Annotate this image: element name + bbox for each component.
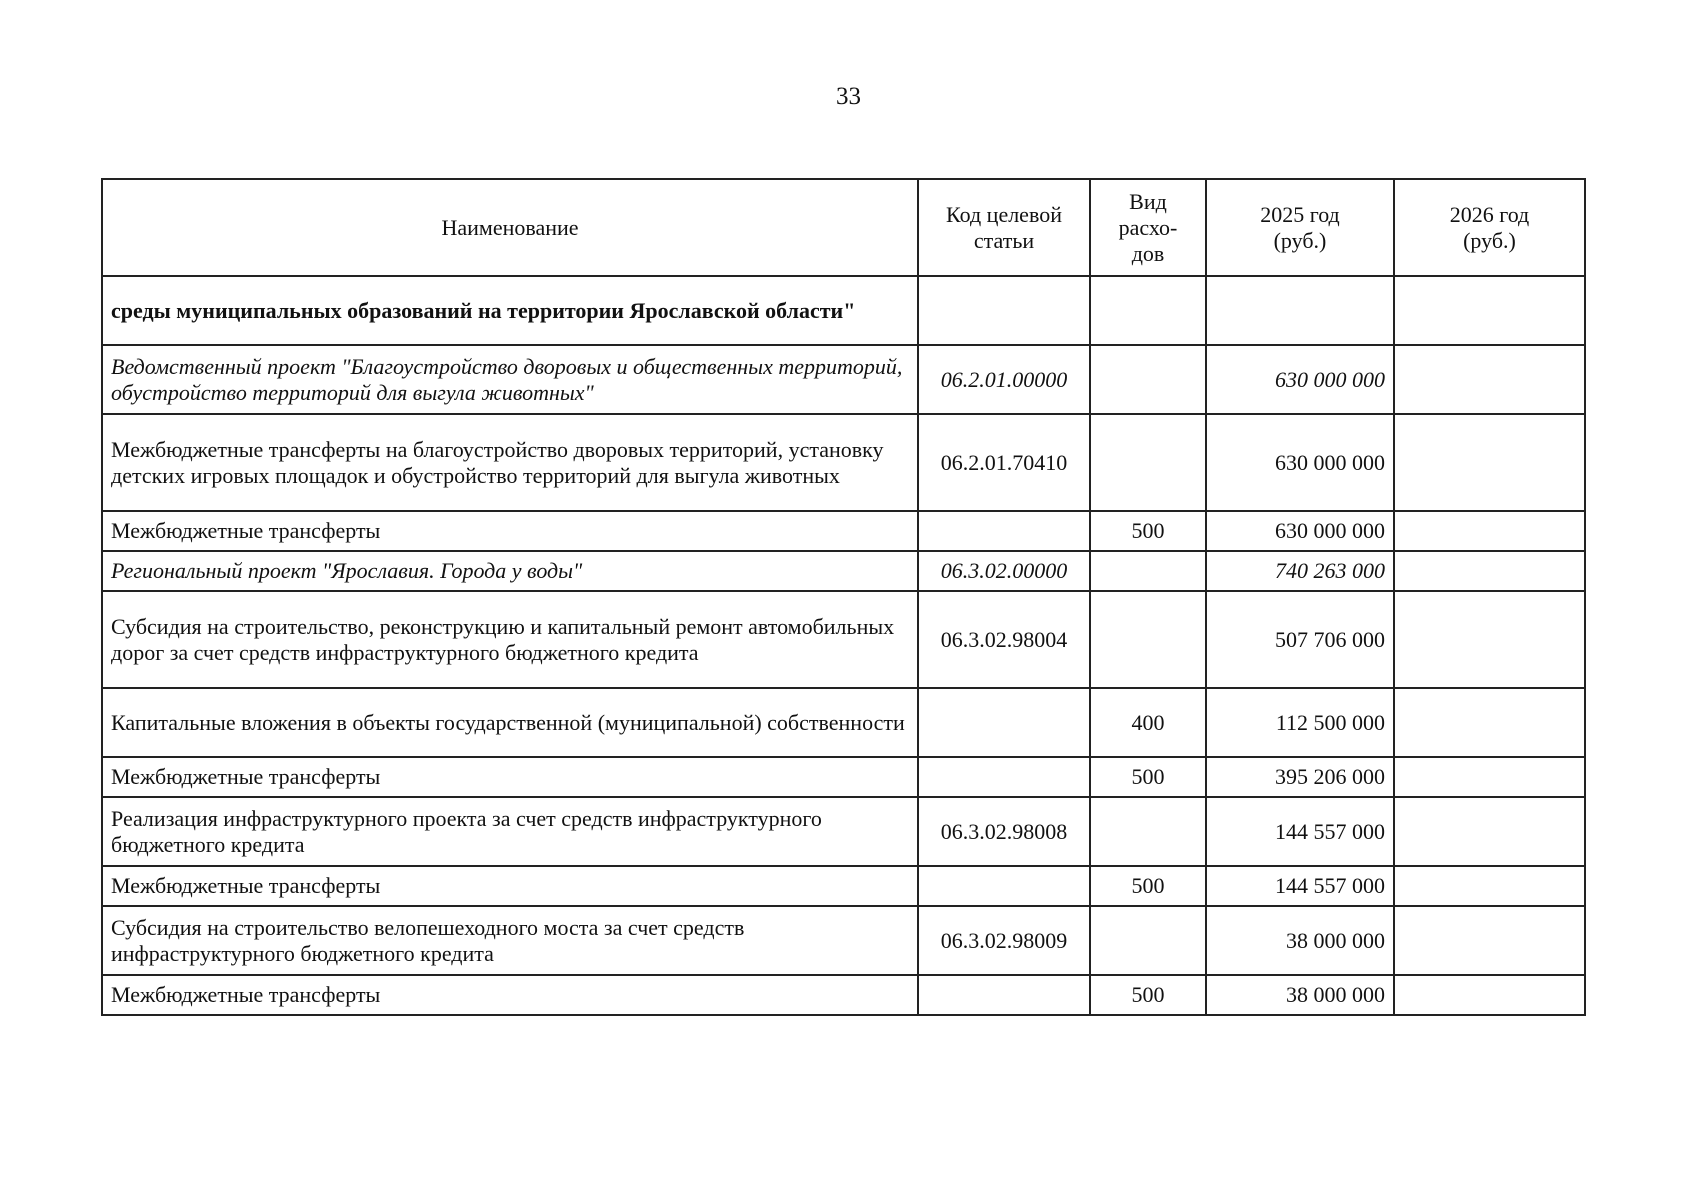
cell-kind: 500 [1090,757,1206,797]
cell-kind: 500 [1090,511,1206,551]
cell-2025: 507 706 000 [1206,591,1394,688]
header-kind-line3: дов [1131,240,1165,266]
table-row [102,975,1585,1015]
cell-name: Межбюджетные трансферты [102,757,918,797]
page-number: 33 [836,83,861,110]
cell-2026 [1394,591,1585,688]
cell-name: Межбюджетные трансферты [102,866,918,906]
cell-name: среды муниципальных образований на территории Ярославской области" [102,276,918,345]
cell-2025: 38 000 000 [1206,906,1394,975]
cell-2025 [1206,276,1394,345]
cell-2026 [1394,797,1585,866]
header-code [918,179,1090,276]
cell-name: Субсидия на строительство велопешеходного моста за счет средств инфраструктурного бюджетного кредита [102,906,918,975]
cell-2026 [1394,551,1585,591]
cell-2026 [1394,688,1585,757]
cell-2025: 740 263 000 [1206,551,1394,591]
cell-kind [1090,906,1206,975]
cell-kind [1090,591,1206,688]
table-row [102,276,1585,345]
cell-code [918,757,1090,797]
header-code-line2: статьи [973,227,1035,253]
cell-kind [1090,345,1206,414]
table-row [102,797,1585,866]
cell-2026 [1394,511,1585,551]
header-name-text: Наименование [441,214,579,240]
cell-2026 [1394,345,1585,414]
cell-2026 [1394,276,1585,345]
header-kind-line2: расхо- [1118,214,1178,240]
header-2025 [1206,179,1394,276]
cell-2026 [1394,866,1585,906]
cell-2026 [1394,757,1585,797]
table-body [102,276,1585,1015]
cell-name: Межбюджетные трансферты [102,511,918,551]
table-row [102,591,1585,688]
cell-code [918,688,1090,757]
header-kind [1090,179,1206,276]
cell-kind [1090,276,1206,345]
cell-2026 [1394,414,1585,511]
cell-name: Региональный проект "Ярославия. Города у воды" [102,551,918,591]
header-name [102,179,918,276]
cell-code: 06.3.02.00000 [918,551,1090,591]
cell-2025: 630 000 000 [1206,414,1394,511]
table-row [102,906,1585,975]
table-row [102,414,1585,511]
cell-kind [1090,551,1206,591]
cell-2025: 630 000 000 [1206,345,1394,414]
cell-2025: 112 500 000 [1206,688,1394,757]
header-2025-line2: (руб.) [1273,227,1327,253]
cell-2025: 395 206 000 [1206,757,1394,797]
cell-name: Реализация инфраструктурного проекта за счет средств инфраструктурного бюджетного кредита [102,797,918,866]
cell-name: Межбюджетные трансферты [102,975,918,1015]
cell-code [918,511,1090,551]
table-row [102,511,1585,551]
table-row [102,866,1585,906]
budget-table [101,178,1586,1016]
header-2026 [1394,179,1585,276]
cell-name: Межбюджетные трансферты на благоустройство дворовых территорий, установку детских игровых площадок и обустройство территорий для выгула животных [102,414,918,511]
cell-kind [1090,797,1206,866]
header-2026-line1: 2026 год [1449,201,1530,227]
cell-code: 06.3.02.98008 [918,797,1090,866]
cell-2025: 38 000 000 [1206,975,1394,1015]
table-header [102,179,1585,276]
header-code-line1: Код целевой [946,201,1062,227]
cell-name: Субсидия на строительство, реконструкцию и капитальный ремонт автомобильных дорог за счет средств инфраструктурного бюджетного кредита [102,591,918,688]
cell-2026 [1394,975,1585,1015]
header-kind-line1: Вид [1129,188,1167,214]
cell-code: 06.3.02.98004 [918,591,1090,688]
cell-code [918,276,1090,345]
header-row [102,179,1585,276]
table-row [102,688,1585,757]
cell-kind: 400 [1090,688,1206,757]
cell-code: 06.2.01.70410 [918,414,1090,511]
cell-kind: 500 [1090,866,1206,906]
cell-code [918,975,1090,1015]
cell-name: Капитальные вложения в объекты государственной (муниципальной) собственности [102,688,918,757]
header-2026-line2: (руб.) [1463,227,1516,253]
header-2025-line1: 2025 год [1260,201,1340,227]
cell-code: 06.3.02.98009 [918,906,1090,975]
cell-code [918,866,1090,906]
table-row [102,551,1585,591]
cell-name: Ведомственный проект "Благоустройство дворовых и общественных территорий, обустройство территорий для выгула животных" [102,345,918,414]
cell-kind [1090,414,1206,511]
table-row [102,757,1585,797]
cell-kind: 500 [1090,975,1206,1015]
cell-2025: 630 000 000 [1206,511,1394,551]
cell-2025: 144 557 000 [1206,866,1394,906]
cell-2025: 144 557 000 [1206,797,1394,866]
table-row [102,345,1585,414]
cell-2026 [1394,906,1585,975]
cell-code: 06.2.01.00000 [918,345,1090,414]
